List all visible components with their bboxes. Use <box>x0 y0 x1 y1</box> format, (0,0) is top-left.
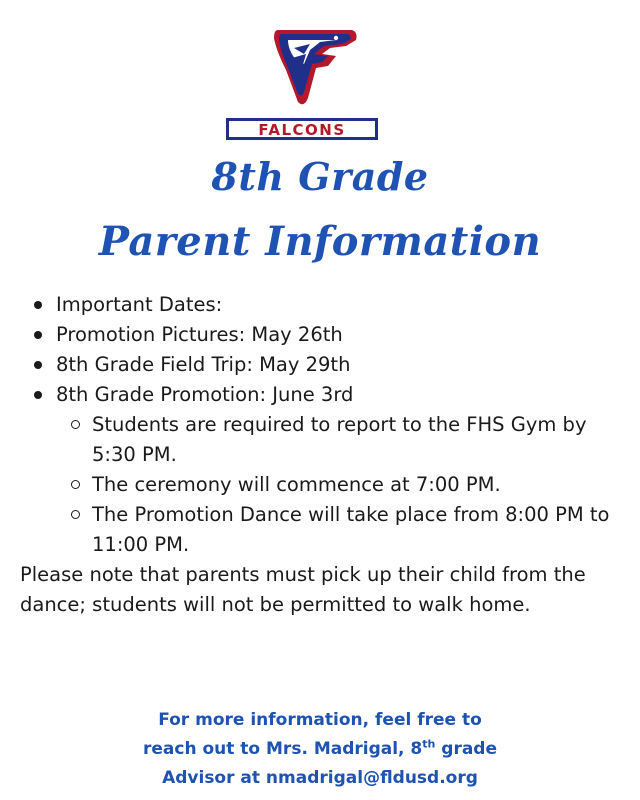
footer-text: grade <box>435 739 498 759</box>
footer-line-1: For more information, feel free to <box>158 710 482 730</box>
falcons-logo <box>224 24 380 144</box>
promotion-details-list <box>56 410 628 560</box>
contact-footer <box>0 706 640 793</box>
footer-superscript: th <box>422 737 436 751</box>
footer-line-2 <box>0 735 640 764</box>
info-body <box>20 290 628 620</box>
sub-list-item: The Promotion Dance will take place from 8:00 PM to 11:00 PM. <box>92 500 628 560</box>
dates-list <box>20 290 628 560</box>
page-title-line-2: Parent Information <box>98 218 542 265</box>
pickup-note: Please note that parents must pick up their child from the dance; students will not be permitted to walk home. <box>20 563 586 616</box>
footer-line-3: Advisor at nmadrigal@fldusd.org <box>162 768 478 788</box>
logo-wordmark: FALCONS <box>258 121 346 139</box>
list-item: 8th Grade Field Trip: May 29th <box>56 350 628 380</box>
page-title-line-1: 8th Grade <box>211 154 429 199</box>
list-item-label: 8th Grade Promotion: June 3rd <box>56 383 354 406</box>
sub-list-item: Students are required to report to the FHS Gym by 5:30 PM. <box>92 410 628 470</box>
sub-list-item: The ceremony will commence at 7:00 PM. <box>92 470 628 500</box>
list-item: Promotion Pictures: May 26th <box>56 320 628 350</box>
list-item: Important Dates: <box>56 290 628 320</box>
falcon-icon <box>224 24 380 144</box>
footer-text: reach out to Mrs. Madrigal, 8 <box>142 739 423 759</box>
list-item-promotion <box>56 380 628 560</box>
